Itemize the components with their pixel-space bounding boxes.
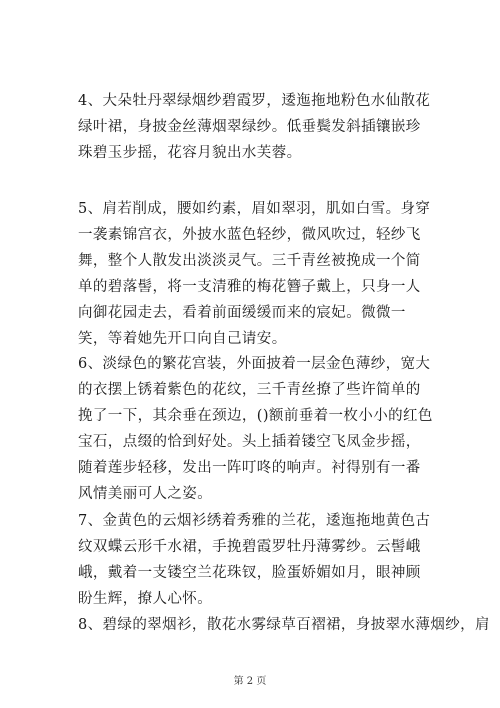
paragraph-7: 7、金黄色的云烟衫绣着秀雅的兰花，逶迤拖地黄色古纹双蝶云形千水裙，手挽碧霞罗牡丹薄雾纱。云髻峨峨，戴着一支镂空兰花珠钗，脸蛋娇媚如月，眼神顾盼生辉，撩人心怀。 <box>78 513 431 607</box>
paragraph-4: 4、大朵牡丹翠绿烟纱碧霞罗，逶迤拖地粉色水仙散花绿叶裙，身披金丝薄烟翠绿纱。低垂鬓发斜插镶嵌珍珠碧玉步摇，花容月貌出水芙蓉。 <box>78 93 431 161</box>
paragraph-5: 5、肩若削成，腰如约素，眉如翠羽，肌如白雪。身穿一袭素锦宫衣，外披水蓝色轻纱，微风吹过，轻纱飞舞，整个人散发出淡淡灵气。三千青丝被挽成一个简单的碧落髻，将一支清雅的梅花簪子戴上，只身一人向御花园走去，看着前面缓缓而来的宸妃。微微一笑，等着她先开口向自己请安。 <box>78 201 431 347</box>
paragraph-8: 8、碧绿的翠烟衫，散花水雾绿草百褶裙，身披翠水薄烟纱，肩 <box>78 617 490 633</box>
page-number: 第 2 页 <box>233 676 267 687</box>
paragraph-6: 6、淡绿色的繁花宫装，外面披着一层金色薄纱，宽大的衣摆上锈着紫色的花纹，三千青丝撩了些许简单的挽了一下，其余垂在颈边，()额前垂着一枚小小的红色宝石，点缀的恰到好处。头上插着镂空飞凤金步摇，随着莲步轻移，发出一阵叮咚的响声。衬得别有一番风情美丽可人之姿。 <box>78 356 433 502</box>
